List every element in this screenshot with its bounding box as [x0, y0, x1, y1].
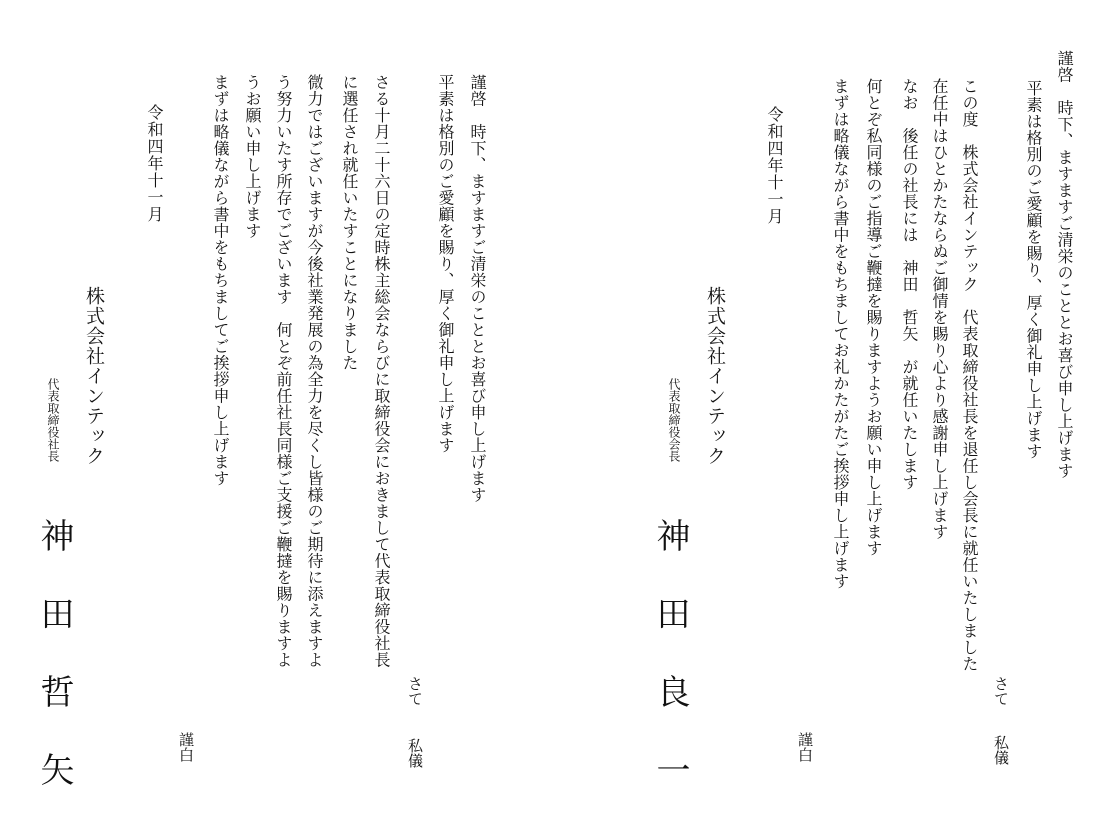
left-line-8: まずは略儀ながら書中をもちましてご挨拶申し上げます — [211, 74, 230, 487]
right-greeting: 謹啓 時下、ますますご清栄のこととお喜び申し上げます — [1055, 50, 1074, 479]
left-kinpaku: 謹白 — [177, 732, 195, 762]
left-company: 株式会社インテック — [83, 286, 105, 466]
left-greeting: 謹啓 時下、ますますご清栄のこととお喜び申し上げます — [468, 74, 487, 503]
left-line-4: に選任され就任いたすことになりました — [340, 74, 359, 371]
right-title: 代表取締役会長 — [667, 378, 681, 462]
right-line-3: この度 株式会社インテック 代表取締役社長を退任し会長に就任いたしました — [960, 78, 979, 672]
left-sate: さて — [406, 676, 424, 706]
left-line-7: うお願い申し上げます — [243, 74, 262, 239]
right-letter — [560, 0, 1119, 837]
right-line-6: 何とぞ私同様のご指導ご鞭撻を賜りますようお願い申し上げます — [864, 78, 883, 557]
left-line-3: さる十月二十六日の定時株主総会ならびに取締役会におきまして代表取締役社長 — [372, 74, 391, 668]
right-date: 令和四年十一月 — [765, 106, 784, 225]
left-date: 令和四年十一月 — [145, 104, 164, 223]
right-watakushi: 私儀 — [992, 735, 1010, 765]
left-watakushi: 私儀 — [406, 738, 424, 768]
right-sate: さて — [992, 676, 1010, 706]
right-name: 神田良一 — [650, 518, 690, 830]
right-line-5: なお 後任の社長には 神田 哲矢 が就任いたします — [900, 78, 919, 491]
right-line-7: まずは略儀ながら書中をもちましてお礼かたがたご挨拶申し上げます — [831, 78, 850, 590]
left-title: 代表取締役社長 — [46, 378, 60, 462]
left-line-5: 微力ではございますが今後社業発展の為全力を尽くし皆様のご期待に添えますよ — [305, 74, 324, 668]
left-name: 神田哲矢 — [34, 518, 74, 830]
right-company: 株式会社インテック — [704, 286, 726, 466]
right-line-2: 平素は格別のご愛顧を賜り、厚く御礼申し上げます — [1024, 80, 1043, 460]
right-kinpaku: 謹白 — [796, 732, 814, 762]
left-line-2: 平素は格別のご愛顧を賜り、厚く御礼申し上げます — [436, 74, 455, 454]
right-line-4: 在任中はひとかたならぬご御情を賜り心より感謝申し上げます — [930, 78, 949, 540]
left-line-6: う努力いたす所存でございます 何とぞ前任社長同様ご支援ご鞭撻を賜りますよ — [274, 74, 293, 668]
